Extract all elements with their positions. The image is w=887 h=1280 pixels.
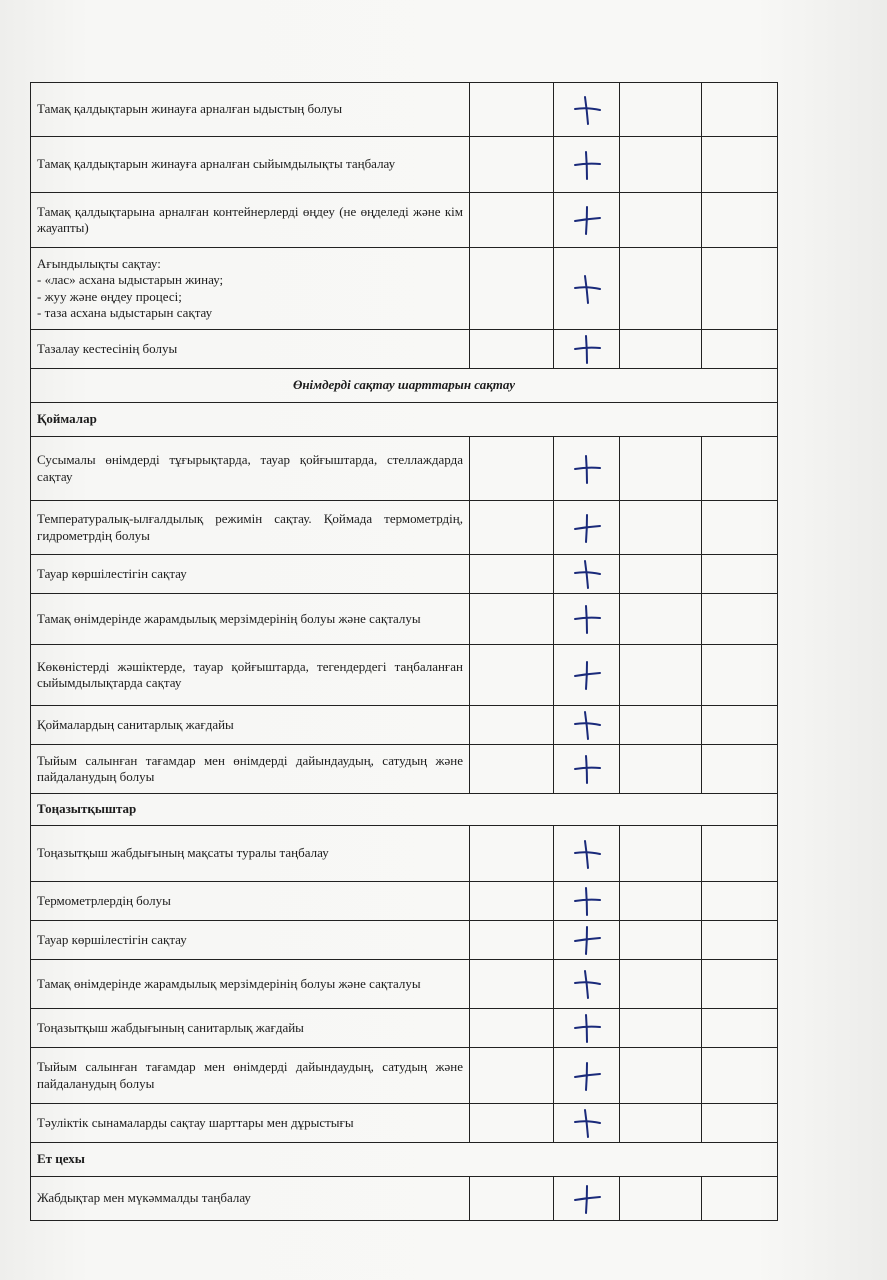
yes-mark-cell bbox=[554, 137, 620, 193]
empty-mark-cell bbox=[470, 706, 554, 745]
empty-mark-cell bbox=[620, 1104, 702, 1143]
handwritten-plus-icon bbox=[570, 967, 604, 1001]
empty-mark-cell bbox=[702, 960, 778, 1009]
handwritten-plus-icon bbox=[570, 837, 604, 871]
handwritten-plus-icon bbox=[570, 148, 604, 182]
criterion-text: Термометрлердің болуы bbox=[37, 892, 171, 908]
handwritten-plus-icon bbox=[570, 1011, 604, 1045]
criterion-cell bbox=[31, 501, 470, 555]
empty-mark-cell bbox=[470, 193, 554, 248]
checklist-row bbox=[31, 555, 778, 594]
checklist-row bbox=[31, 706, 778, 745]
criterion-cell bbox=[31, 882, 470, 921]
empty-mark-cell bbox=[470, 882, 554, 921]
empty-mark-cell bbox=[470, 745, 554, 794]
empty-mark-cell bbox=[470, 248, 554, 330]
checklist-row bbox=[31, 193, 778, 248]
empty-mark-cell bbox=[470, 645, 554, 706]
criterion-text: Тамақ қалдықтарын жинауға арналған ыдыстың болуы bbox=[37, 101, 343, 117]
yes-mark-cell bbox=[554, 1009, 620, 1048]
criterion-cell bbox=[31, 826, 470, 882]
criterion-text: Тамақ өнімдерінде жарамдылық мерзімдерінің болуы және сақталуы bbox=[37, 975, 421, 991]
checklist-row bbox=[31, 745, 778, 794]
yes-mark-cell bbox=[554, 330, 620, 369]
empty-mark-cell bbox=[702, 594, 778, 645]
empty-mark-cell bbox=[620, 501, 702, 555]
empty-mark-cell bbox=[620, 555, 702, 594]
empty-mark-cell bbox=[702, 826, 778, 882]
criterion-text: Тоңазытқыш жабдығының мақсаты туралы таңбалау bbox=[37, 845, 329, 861]
empty-mark-cell bbox=[702, 882, 778, 921]
section-title: Өнімдерді сақтау шарттарын сақтау bbox=[31, 369, 778, 403]
empty-mark-cell bbox=[620, 594, 702, 645]
criterion-cell bbox=[31, 1177, 470, 1221]
yes-mark-cell bbox=[554, 960, 620, 1009]
empty-mark-cell bbox=[620, 437, 702, 501]
criterion-cell bbox=[31, 555, 470, 594]
subsection-row bbox=[31, 403, 778, 437]
handwritten-plus-icon bbox=[570, 203, 604, 237]
empty-mark-cell bbox=[620, 745, 702, 794]
criterion-text: Тәуліктік сынамаларды сақтау шарттары мен дұрыстығы bbox=[37, 1114, 354, 1130]
checklist-row bbox=[31, 248, 778, 330]
empty-mark-cell bbox=[702, 248, 778, 330]
subsection-title: Қоймалар bbox=[31, 403, 778, 437]
empty-mark-cell bbox=[702, 706, 778, 745]
criterion-text: Тамақ қалдықтарына арналған контейнерлерді өңдеу (не өңделеді және кім жауапты) bbox=[37, 203, 463, 235]
handwritten-plus-icon bbox=[570, 1059, 604, 1093]
empty-mark-cell bbox=[470, 437, 554, 501]
empty-mark-cell bbox=[620, 706, 702, 745]
empty-mark-cell bbox=[620, 330, 702, 369]
empty-mark-cell bbox=[702, 1009, 778, 1048]
checklist-row bbox=[31, 826, 778, 882]
yes-mark-cell bbox=[554, 921, 620, 960]
criterion-text: Көкөністерді жәшіктерде, тауар қойғыштарда, тегендердегі таңбаланған сыйымдылықтарда сақтау bbox=[37, 658, 463, 690]
empty-mark-cell bbox=[620, 645, 702, 706]
handwritten-plus-icon bbox=[570, 272, 604, 306]
checklist-row bbox=[31, 1177, 778, 1221]
criterion-text: Температуралық-ылғалдылық режимін сақтау. Қоймада термометрдің, гидрометрдің болуы bbox=[37, 511, 463, 543]
checklist-table bbox=[30, 82, 778, 1221]
criterion-text: Тауар көршілестігін сақтау bbox=[37, 931, 187, 947]
subsection-row bbox=[31, 794, 778, 826]
empty-mark-cell bbox=[620, 137, 702, 193]
handwritten-plus-icon bbox=[570, 93, 604, 127]
handwritten-plus-icon bbox=[570, 923, 604, 957]
checklist-row bbox=[31, 1048, 778, 1104]
empty-mark-cell bbox=[620, 1009, 702, 1048]
checklist-row bbox=[31, 960, 778, 1009]
empty-mark-cell bbox=[470, 826, 554, 882]
yes-mark-cell bbox=[554, 826, 620, 882]
empty-mark-cell bbox=[702, 501, 778, 555]
yes-mark-cell bbox=[554, 193, 620, 248]
subsection-row bbox=[31, 1143, 778, 1177]
handwritten-plus-icon bbox=[570, 332, 604, 366]
empty-mark-cell bbox=[470, 1104, 554, 1143]
criterion-cell bbox=[31, 594, 470, 645]
empty-mark-cell bbox=[702, 137, 778, 193]
empty-mark-cell bbox=[702, 555, 778, 594]
empty-mark-cell bbox=[470, 137, 554, 193]
criterion-text: Тоңазытқыш жабдығының санитарлық жағдайы bbox=[37, 1019, 304, 1035]
empty-mark-cell bbox=[702, 1104, 778, 1143]
subsection-title: Ет цехы bbox=[31, 1143, 778, 1177]
criterion-cell bbox=[31, 193, 470, 248]
criterion-text: Жабдықтар мен мүкәммалды таңбалау bbox=[37, 1190, 251, 1206]
empty-mark-cell bbox=[470, 921, 554, 960]
criterion-cell bbox=[31, 1048, 470, 1104]
checklist-body bbox=[31, 83, 778, 1221]
criterion-cell bbox=[31, 137, 470, 193]
yes-mark-cell bbox=[554, 706, 620, 745]
criterion-text: Сусымалы өнімдерді тұғырықтарда, тауар қойғыштарда, стеллаждарда сақтау bbox=[37, 452, 463, 484]
criterion-cell bbox=[31, 1009, 470, 1048]
handwritten-plus-icon bbox=[570, 708, 604, 742]
yes-mark-cell bbox=[554, 83, 620, 137]
criterion-text: Ағындылықты сақтау: - «лас» асхана ыдыстарын жинау; - жуу және өңдеу процесі; - таза асхана ыдыстарын сақтау bbox=[37, 256, 224, 320]
empty-mark-cell bbox=[470, 594, 554, 645]
criterion-cell bbox=[31, 745, 470, 794]
handwritten-plus-icon bbox=[570, 602, 604, 636]
checklist-row bbox=[31, 437, 778, 501]
empty-mark-cell bbox=[620, 826, 702, 882]
empty-mark-cell bbox=[702, 1177, 778, 1221]
handwritten-plus-icon bbox=[570, 1182, 604, 1216]
empty-mark-cell bbox=[620, 1177, 702, 1221]
empty-mark-cell bbox=[702, 745, 778, 794]
criterion-cell bbox=[31, 437, 470, 501]
criterion-cell bbox=[31, 330, 470, 369]
handwritten-plus-icon bbox=[570, 752, 604, 786]
criterion-cell bbox=[31, 248, 470, 330]
empty-mark-cell bbox=[470, 1048, 554, 1104]
checklist-row bbox=[31, 921, 778, 960]
criterion-text: Тыйым салынған тағамдар мен өнімдерді дайындаудың, сатудың және пайдаланудың болуы bbox=[37, 752, 463, 784]
criterion-text: Қоймалардың санитарлық жағдайы bbox=[37, 716, 234, 732]
empty-mark-cell bbox=[470, 330, 554, 369]
yes-mark-cell bbox=[554, 1048, 620, 1104]
checklist-row bbox=[31, 645, 778, 706]
empty-mark-cell bbox=[702, 437, 778, 501]
checklist-row bbox=[31, 330, 778, 369]
yes-mark-cell bbox=[554, 555, 620, 594]
empty-mark-cell bbox=[470, 555, 554, 594]
subsection-title: Тоңазытқыштар bbox=[31, 794, 778, 826]
criterion-text: Тауар көршілестігін сақтау bbox=[37, 565, 187, 581]
empty-mark-cell bbox=[702, 1048, 778, 1104]
handwritten-plus-icon bbox=[570, 511, 604, 545]
empty-mark-cell bbox=[620, 193, 702, 248]
empty-mark-cell bbox=[470, 501, 554, 555]
empty-mark-cell bbox=[470, 960, 554, 1009]
empty-mark-cell bbox=[702, 330, 778, 369]
criterion-text: Тамақ қалдықтарын жинауға арналған сыйымдылықты таңбалау bbox=[37, 156, 396, 172]
yes-mark-cell bbox=[554, 437, 620, 501]
handwritten-plus-icon bbox=[570, 557, 604, 591]
empty-mark-cell bbox=[702, 193, 778, 248]
handwritten-plus-icon bbox=[570, 884, 604, 918]
checklist-row bbox=[31, 1104, 778, 1143]
empty-mark-cell bbox=[470, 1177, 554, 1221]
yes-mark-cell bbox=[554, 1177, 620, 1221]
handwritten-plus-icon bbox=[570, 658, 604, 692]
empty-mark-cell bbox=[620, 960, 702, 1009]
criterion-cell bbox=[31, 83, 470, 137]
checklist-row bbox=[31, 594, 778, 645]
handwritten-plus-icon bbox=[570, 452, 604, 486]
section-row bbox=[31, 369, 778, 403]
yes-mark-cell bbox=[554, 594, 620, 645]
criterion-cell bbox=[31, 960, 470, 1009]
empty-mark-cell bbox=[702, 83, 778, 137]
criterion-cell bbox=[31, 706, 470, 745]
yes-mark-cell bbox=[554, 501, 620, 555]
empty-mark-cell bbox=[620, 882, 702, 921]
yes-mark-cell bbox=[554, 1104, 620, 1143]
yes-mark-cell bbox=[554, 745, 620, 794]
criterion-text: Тыйым салынған тағамдар мен өнімдерді дайындаудың, сатудың және пайдаланудың болуы bbox=[37, 1059, 463, 1091]
yes-mark-cell bbox=[554, 882, 620, 921]
checklist-row bbox=[31, 882, 778, 921]
checklist-row bbox=[31, 83, 778, 137]
handwritten-plus-icon bbox=[570, 1106, 604, 1140]
empty-mark-cell bbox=[620, 83, 702, 137]
yes-mark-cell bbox=[554, 645, 620, 706]
checklist-row bbox=[31, 1009, 778, 1048]
criterion-cell bbox=[31, 645, 470, 706]
empty-mark-cell bbox=[620, 921, 702, 960]
criterion-text: Тазалау кестесінің болуы bbox=[37, 340, 178, 356]
criterion-text: Тамақ өнімдерінде жарамдылық мерзімдерінің болуы және сақталуы bbox=[37, 610, 421, 626]
yes-mark-cell bbox=[554, 248, 620, 330]
checklist-row bbox=[31, 501, 778, 555]
empty-mark-cell bbox=[620, 1048, 702, 1104]
empty-mark-cell bbox=[470, 1009, 554, 1048]
checklist-row bbox=[31, 137, 778, 193]
empty-mark-cell bbox=[702, 921, 778, 960]
criterion-cell bbox=[31, 921, 470, 960]
empty-mark-cell bbox=[470, 83, 554, 137]
criterion-cell bbox=[31, 1104, 470, 1143]
empty-mark-cell bbox=[702, 645, 778, 706]
empty-mark-cell bbox=[620, 248, 702, 330]
